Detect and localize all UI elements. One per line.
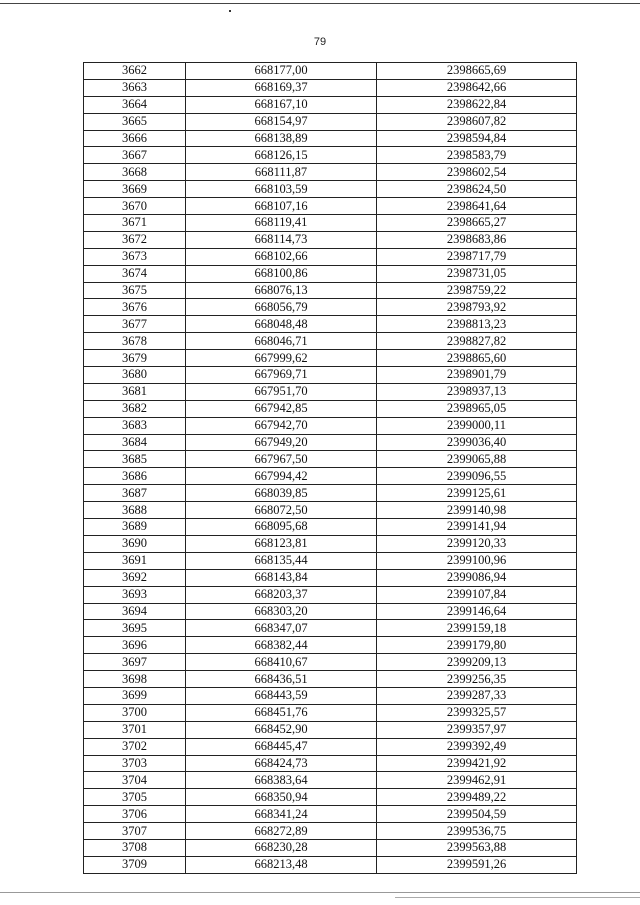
x-coordinate-cell: 668046,71: [186, 333, 377, 350]
point-number-cell: 3690: [84, 535, 186, 552]
table-row: [84, 552, 577, 569]
scan-bottom-edge-secondary: [395, 897, 640, 898]
x-coordinate-cell: 668135,44: [186, 552, 377, 569]
table-row: [84, 96, 577, 113]
table-row: [84, 806, 577, 823]
y-coordinate-cell: 2399179,80: [377, 637, 577, 654]
point-number-cell: 3691: [84, 552, 186, 569]
y-coordinate-cell: 2399159,18: [377, 620, 577, 637]
y-coordinate-cell: 2398717,79: [377, 248, 577, 265]
x-coordinate-cell: 668443,59: [186, 687, 377, 704]
x-coordinate-cell: 668382,44: [186, 637, 377, 654]
point-number-cell: 3698: [84, 671, 186, 688]
point-number-cell: 3673: [84, 248, 186, 265]
y-coordinate-cell: 2398607,82: [377, 113, 577, 130]
scan-bottom-edge: [0, 892, 640, 893]
y-coordinate-cell: 2398937,13: [377, 383, 577, 400]
x-coordinate-cell: 668119,41: [186, 215, 377, 232]
table-row: [84, 586, 577, 603]
x-coordinate-cell: 668107,16: [186, 198, 377, 215]
x-coordinate-cell: 668123,81: [186, 535, 377, 552]
point-number-cell: 3666: [84, 130, 186, 147]
y-coordinate-cell: 2398622,84: [377, 96, 577, 113]
x-coordinate-cell: 667951,70: [186, 383, 377, 400]
table-row: [84, 856, 577, 873]
x-coordinate-cell: 668102,66: [186, 248, 377, 265]
point-number-cell: 3705: [84, 789, 186, 806]
x-coordinate-cell: 668143,84: [186, 569, 377, 586]
point-number-cell: 3704: [84, 772, 186, 789]
table-row: [84, 79, 577, 96]
y-coordinate-cell: 2398594,84: [377, 130, 577, 147]
point-number-cell: 3670: [84, 198, 186, 215]
point-number-cell: 3675: [84, 282, 186, 299]
table-row: [84, 535, 577, 552]
point-number-cell: 3694: [84, 603, 186, 620]
point-number-cell: 3685: [84, 451, 186, 468]
point-number-cell: 3696: [84, 637, 186, 654]
y-coordinate-cell: 2399125,61: [377, 485, 577, 502]
y-coordinate-cell: 2399146,64: [377, 603, 577, 620]
x-coordinate-cell: 668154,97: [186, 113, 377, 130]
y-coordinate-cell: 2398865,60: [377, 350, 577, 367]
table-row: [84, 519, 577, 536]
y-coordinate-cell: 2398759,22: [377, 282, 577, 299]
x-coordinate-cell: 668095,68: [186, 519, 377, 536]
x-coordinate-cell: 668350,94: [186, 789, 377, 806]
point-number-cell: 3701: [84, 721, 186, 738]
table-row: [84, 738, 577, 755]
table-row: [84, 823, 577, 840]
table-row: [84, 367, 577, 384]
y-coordinate-cell: 2399563,88: [377, 839, 577, 856]
table-row: [84, 147, 577, 164]
y-coordinate-cell: 2399209,13: [377, 654, 577, 671]
point-number-cell: 3667: [84, 147, 186, 164]
x-coordinate-cell: 668452,90: [186, 721, 377, 738]
table-row: [84, 299, 577, 316]
point-number-cell: 3668: [84, 164, 186, 181]
point-number-cell: 3669: [84, 181, 186, 198]
x-coordinate-cell: 668169,37: [186, 79, 377, 96]
y-coordinate-cell: 2398624,50: [377, 181, 577, 198]
y-coordinate-cell: 2399392,49: [377, 738, 577, 755]
coordinates-table-body: [84, 63, 577, 874]
table-row: [84, 839, 577, 856]
table-row: [84, 231, 577, 248]
point-number-cell: 3702: [84, 738, 186, 755]
y-coordinate-cell: 2399096,55: [377, 468, 577, 485]
x-coordinate-cell: 668111,87: [186, 164, 377, 181]
table-row: [84, 569, 577, 586]
x-coordinate-cell: 668056,79: [186, 299, 377, 316]
x-coordinate-cell: 668039,85: [186, 485, 377, 502]
x-coordinate-cell: 668213,48: [186, 856, 377, 873]
point-number-cell: 3695: [84, 620, 186, 637]
y-coordinate-cell: 2399036,40: [377, 434, 577, 451]
x-coordinate-cell: 668138,89: [186, 130, 377, 147]
x-coordinate-cell: 668100,86: [186, 265, 377, 282]
table-row: [84, 620, 577, 637]
table-row: [84, 603, 577, 620]
table-row: [84, 637, 577, 654]
x-coordinate-cell: 668230,28: [186, 839, 377, 856]
point-number-cell: 3679: [84, 350, 186, 367]
x-coordinate-cell: 668303,20: [186, 603, 377, 620]
point-number-cell: 3680: [84, 367, 186, 384]
y-coordinate-cell: 2399421,92: [377, 755, 577, 772]
y-coordinate-cell: 2399462,91: [377, 772, 577, 789]
table-row: [84, 316, 577, 333]
point-number-cell: 3678: [84, 333, 186, 350]
point-number-cell: 3686: [84, 468, 186, 485]
y-coordinate-cell: 2399107,84: [377, 586, 577, 603]
x-coordinate-cell: 668410,67: [186, 654, 377, 671]
point-number-cell: 3689: [84, 519, 186, 536]
x-coordinate-cell: 668177,00: [186, 63, 377, 80]
x-coordinate-cell: 667969,71: [186, 367, 377, 384]
x-coordinate-cell: 668272,89: [186, 823, 377, 840]
coordinates-table: [83, 62, 577, 874]
x-coordinate-cell: 667967,50: [186, 451, 377, 468]
table-row: [84, 451, 577, 468]
table-row: [84, 755, 577, 772]
point-number-cell: 3671: [84, 215, 186, 232]
y-coordinate-cell: 2399591,26: [377, 856, 577, 873]
point-number-cell: 3709: [84, 856, 186, 873]
x-coordinate-cell: 668203,37: [186, 586, 377, 603]
x-coordinate-cell: 668048,48: [186, 316, 377, 333]
table-row: [84, 113, 577, 130]
y-coordinate-cell: 2399287,33: [377, 687, 577, 704]
table-row: [84, 772, 577, 789]
x-coordinate-cell: 668341,24: [186, 806, 377, 823]
table-row: [84, 468, 577, 485]
point-number-cell: 3677: [84, 316, 186, 333]
point-number-cell: 3664: [84, 96, 186, 113]
x-coordinate-cell: 667994,42: [186, 468, 377, 485]
table-row: [84, 671, 577, 688]
point-number-cell: 3692: [84, 569, 186, 586]
y-coordinate-cell: 2398965,05: [377, 400, 577, 417]
table-row: [84, 350, 577, 367]
y-coordinate-cell: 2399536,75: [377, 823, 577, 840]
x-coordinate-cell: 668126,15: [186, 147, 377, 164]
point-number-cell: 3697: [84, 654, 186, 671]
point-number-cell: 3707: [84, 823, 186, 840]
x-coordinate-cell: 667949,20: [186, 434, 377, 451]
y-coordinate-cell: 2398813,23: [377, 316, 577, 333]
table-row: [84, 333, 577, 350]
table-row: [84, 721, 577, 738]
x-coordinate-cell: 668436,51: [186, 671, 377, 688]
y-coordinate-cell: 2398731,05: [377, 265, 577, 282]
x-coordinate-cell: 668383,64: [186, 772, 377, 789]
point-number-cell: 3693: [84, 586, 186, 603]
x-coordinate-cell: 668451,76: [186, 704, 377, 721]
x-coordinate-cell: 668445,47: [186, 738, 377, 755]
y-coordinate-cell: 2399120,33: [377, 535, 577, 552]
table-row: [84, 502, 577, 519]
table-row: [84, 198, 577, 215]
x-coordinate-cell: 668167,10: [186, 96, 377, 113]
table-row: [84, 63, 577, 80]
table-row: [84, 282, 577, 299]
table-row: [84, 181, 577, 198]
x-coordinate-cell: 668072,50: [186, 502, 377, 519]
point-number-cell: 3706: [84, 806, 186, 823]
x-coordinate-cell: 668424,73: [186, 755, 377, 772]
point-number-cell: 3663: [84, 79, 186, 96]
scan-top-edge: [0, 3, 640, 4]
table-row: [84, 485, 577, 502]
x-coordinate-cell: 667942,70: [186, 417, 377, 434]
point-number-cell: 3662: [84, 63, 186, 80]
y-coordinate-cell: 2399256,35: [377, 671, 577, 688]
point-number-cell: 3688: [84, 502, 186, 519]
x-coordinate-cell: 668103,59: [186, 181, 377, 198]
table-row: [84, 704, 577, 721]
x-coordinate-cell: 668347,07: [186, 620, 377, 637]
table-row: [84, 434, 577, 451]
table-row: [84, 687, 577, 704]
table-row: [84, 265, 577, 282]
x-coordinate-cell: 667999,62: [186, 350, 377, 367]
point-number-cell: 3681: [84, 383, 186, 400]
x-coordinate-cell: 668114,73: [186, 231, 377, 248]
y-coordinate-cell: 2399325,57: [377, 704, 577, 721]
y-coordinate-cell: 2398665,27: [377, 215, 577, 232]
y-coordinate-cell: 2398793,92: [377, 299, 577, 316]
point-number-cell: 3676: [84, 299, 186, 316]
point-number-cell: 3687: [84, 485, 186, 502]
x-coordinate-cell: 668076,13: [186, 282, 377, 299]
y-coordinate-cell: 2399000,11: [377, 417, 577, 434]
y-coordinate-cell: 2398641,64: [377, 198, 577, 215]
point-number-cell: 3682: [84, 400, 186, 417]
y-coordinate-cell: 2399489,22: [377, 789, 577, 806]
x-coordinate-cell: 667942,85: [186, 400, 377, 417]
point-number-cell: 3699: [84, 687, 186, 704]
table-row: [84, 248, 577, 265]
scan-artifact-dot: [229, 10, 231, 12]
y-coordinate-cell: 2399504,59: [377, 806, 577, 823]
point-number-cell: 3674: [84, 265, 186, 282]
point-number-cell: 3700: [84, 704, 186, 721]
table-row: [84, 130, 577, 147]
y-coordinate-cell: 2398602,54: [377, 164, 577, 181]
point-number-cell: 3672: [84, 231, 186, 248]
table-row: [84, 383, 577, 400]
point-number-cell: 3708: [84, 839, 186, 856]
y-coordinate-cell: 2399100,96: [377, 552, 577, 569]
table-row: [84, 400, 577, 417]
y-coordinate-cell: 2399141,94: [377, 519, 577, 536]
table-row: [84, 789, 577, 806]
table-row: [84, 654, 577, 671]
point-number-cell: 3683: [84, 417, 186, 434]
y-coordinate-cell: 2398583,79: [377, 147, 577, 164]
y-coordinate-cell: 2399140,98: [377, 502, 577, 519]
y-coordinate-cell: 2398665,69: [377, 63, 577, 80]
table-row: [84, 215, 577, 232]
table-row: [84, 417, 577, 434]
point-number-cell: 3684: [84, 434, 186, 451]
page-number: 79: [313, 36, 327, 48]
y-coordinate-cell: 2398642,66: [377, 79, 577, 96]
y-coordinate-cell: 2399357,97: [377, 721, 577, 738]
y-coordinate-cell: 2399086,94: [377, 569, 577, 586]
point-number-cell: 3703: [84, 755, 186, 772]
y-coordinate-cell: 2398683,86: [377, 231, 577, 248]
point-number-cell: 3665: [84, 113, 186, 130]
y-coordinate-cell: 2398901,79: [377, 367, 577, 384]
y-coordinate-cell: 2399065,88: [377, 451, 577, 468]
y-coordinate-cell: 2398827,82: [377, 333, 577, 350]
table-row: [84, 164, 577, 181]
